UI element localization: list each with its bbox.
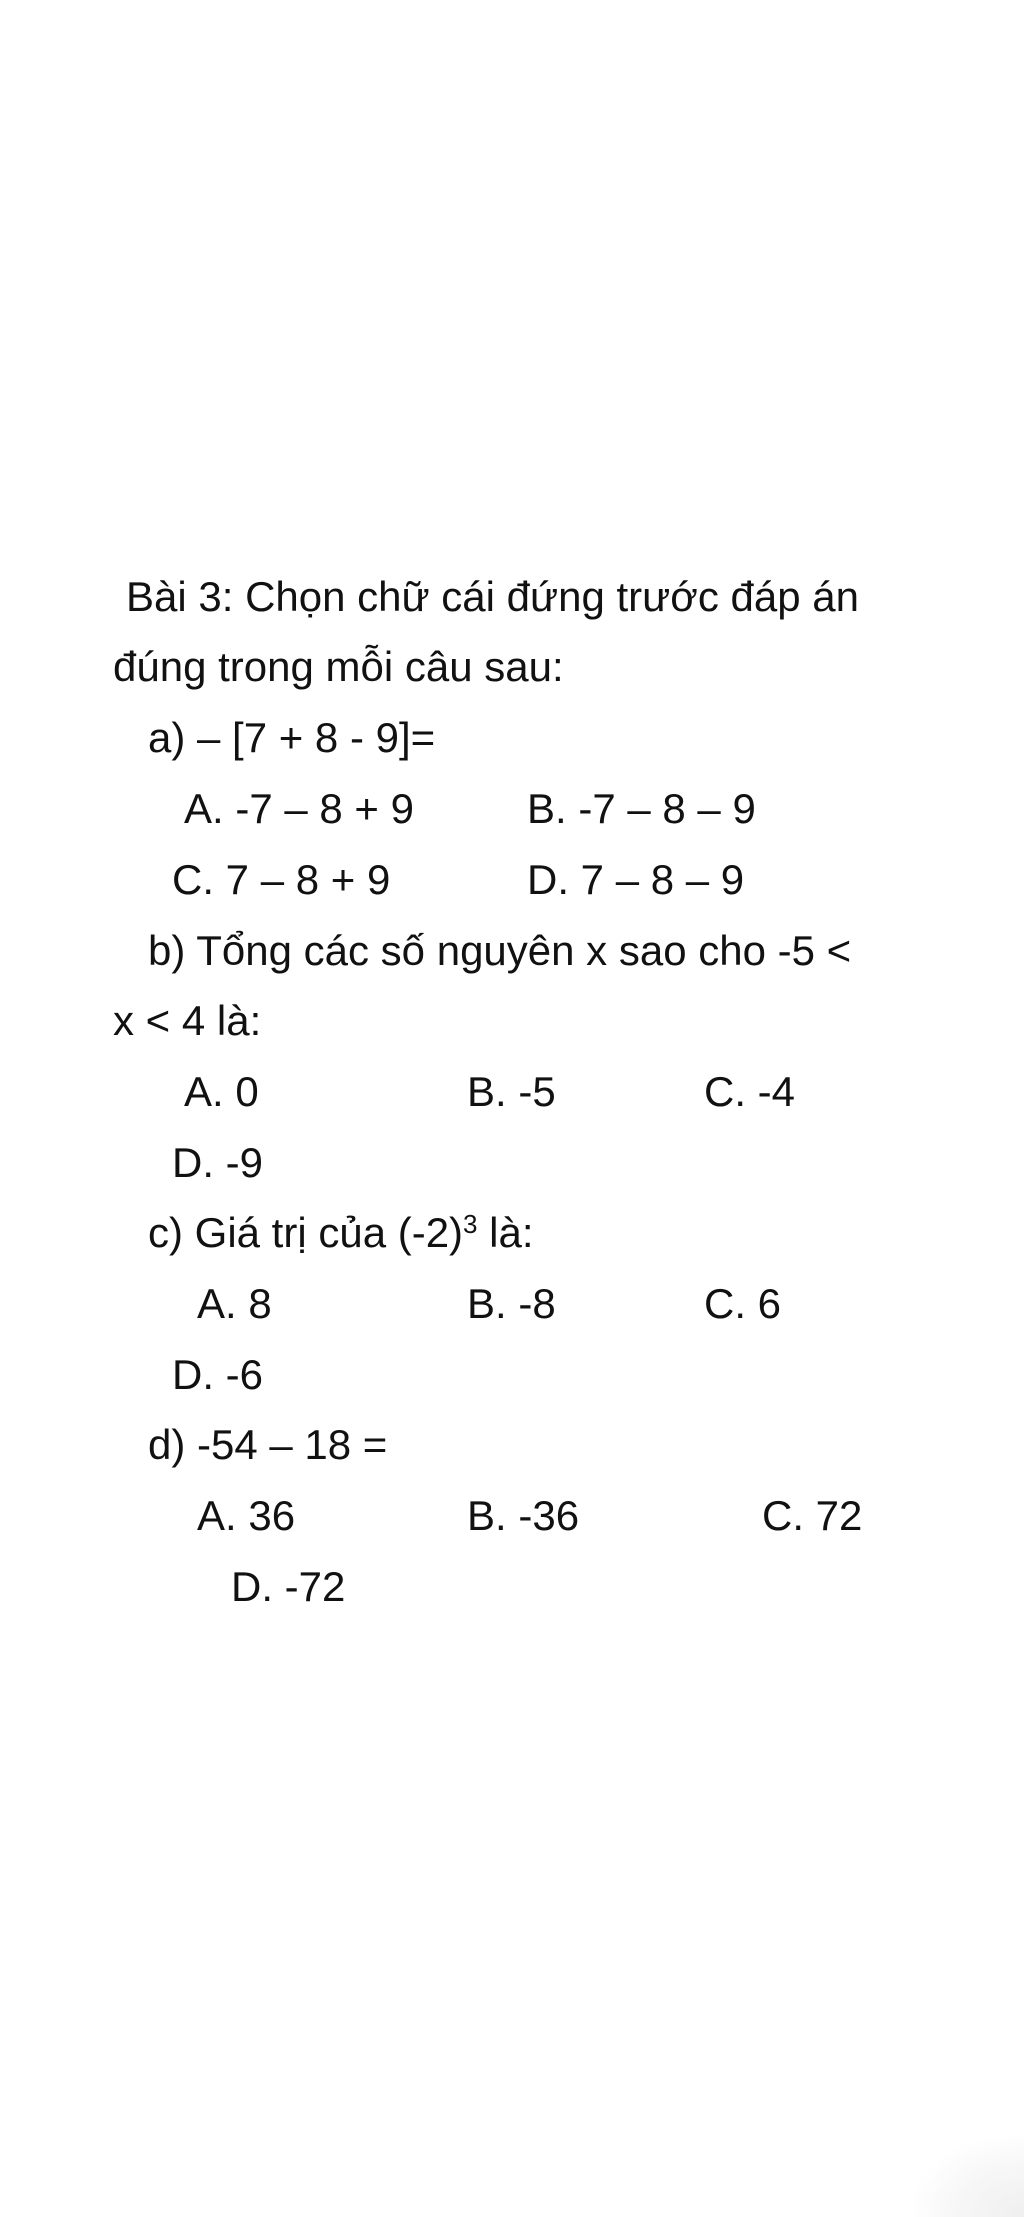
question-d-option-a: A. 36 (197, 1492, 296, 1539)
question-c-option-a: A. 8 (197, 1280, 272, 1327)
question-c-prompt-start: c) Giá trị của (-2) (148, 1209, 464, 1256)
question-b-option-b: B. -5 (467, 1068, 556, 1115)
page-corner-shadow (914, 2137, 1024, 2217)
question-c-exponent: 3 (463, 1209, 478, 1239)
question-a-option-a: A. -7 – 8 + 9 (184, 785, 414, 832)
question-c-option-b: B. -8 (467, 1280, 556, 1327)
question-a-prompt: a) – [7 + 8 - 9]= (148, 714, 436, 761)
question-c-prompt (148, 1208, 534, 1258)
question-b-option-d: D. -9 (172, 1139, 264, 1186)
question-d-option-c: C. 72 (762, 1492, 863, 1539)
question-c-option-d: D. -6 (172, 1351, 264, 1398)
question-b-option-c: C. -4 (704, 1068, 796, 1115)
question-c-prompt-end: là: (477, 1209, 534, 1256)
question-a-option-c: C. 7 – 8 + 9 (172, 856, 391, 903)
question-b-option-a: A. 0 (184, 1068, 259, 1115)
question-a-option-d: D. 7 – 8 – 9 (527, 856, 745, 903)
question-d-prompt: d) -54 – 18 = (148, 1421, 388, 1468)
question-a-option-b: B. -7 – 8 – 9 (527, 785, 756, 832)
question-c-option-c: C. 6 (704, 1280, 782, 1327)
exercise-title-line2: đúng trong mỗi câu sau: (113, 643, 564, 690)
question-b-prompt-line1: b) Tổng các số nguyên x sao cho -5 < (148, 927, 852, 974)
question-d-option-d: D. -72 (231, 1563, 346, 1610)
question-b-prompt-line2: x < 4 là: (113, 997, 262, 1044)
exercise-title-line1: Bài 3: Chọn chữ cái đứng trước đáp án (126, 573, 859, 620)
question-d-option-b: B. -36 (467, 1492, 580, 1539)
